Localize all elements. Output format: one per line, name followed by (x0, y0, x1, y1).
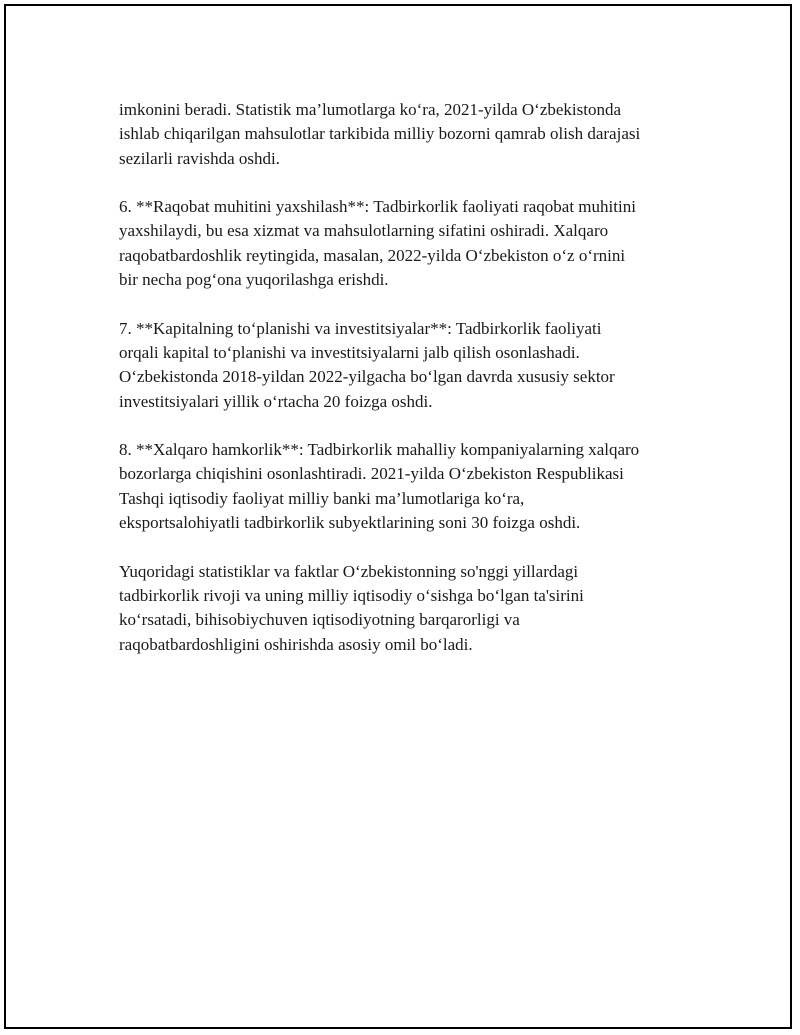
text-line: 7. **Kapitalning to‘planishi va investitsiyalar**: Tadbirkorlik faoliyati (119, 318, 602, 338)
paragraph-conclusion (119, 560, 709, 657)
text-line: raqobatbardoshligini oshirishda asosiy omil bo‘ladi. (119, 634, 473, 654)
text-line: 8. **Xalqaro hamkorlik**: Tadbirkorlik mahalliy kompaniyalarning xalqaro (119, 440, 640, 460)
paragraph-item-8 (119, 438, 709, 535)
paragraph-item-6 (119, 195, 709, 292)
page-frame (4, 4, 792, 1029)
text-line: ko‘rsatadi, bihisobiychuven iqtisodiyotning barqarorligi va (119, 610, 520, 630)
text-line: 6. **Raqobat muhitini yaxshilash**: Tadbirkorlik faoliyati raqobat muhitini (119, 197, 636, 217)
text-line: orqali kapital to‘planishi va investitsiyalarni jalb qilish osonlashadi. (119, 342, 580, 362)
paragraph-item-7 (119, 317, 709, 414)
text-line: Tashqi iqtisodiy faoliyat milliy banki ma’lumotlariga ko‘ra, (119, 488, 525, 508)
text-line: sezilarli ravishda oshdi. (119, 148, 280, 168)
paragraph-continuation (119, 98, 709, 171)
text-line: bozorlarga chiqishini osonlashtiradi. 2021-yilda O‘zbekiston Respublikasi (119, 464, 624, 484)
text-line: raqobatbardoshlik reytingida, masalan, 2022-yilda O‘zbekiston o‘z o‘rnini (119, 245, 626, 265)
text-line: ishlab chiqarilgan mahsulotlar tarkibida milliy bozorni qamrab olish darajasi (119, 124, 641, 144)
text-line: Yuqoridagi statistiklar va faktlar O‘zbekistonning so'nggi yillardagi (119, 561, 579, 581)
text-line: yaxshilaydi, bu esa xizmat va mahsulotlarning sifatini oshiradi. Xalqaro (119, 221, 609, 241)
text-line: O‘zbekistonda 2018-yildan 2022-yilgacha bo‘lgan davrda xususiy sektor (119, 367, 615, 387)
text-line: imkonini beradi. Statistik ma’lumotlarga ko‘ra, 2021-yilda O‘zbekistonda (119, 100, 622, 119)
document-body (119, 98, 709, 681)
text-line: bir necha pog‘ona yuqorilashga erishdi. (119, 270, 389, 290)
text-line: eksportsalohiyatli tadbirkorlik subyektlarining soni 30 foizga oshdi. (119, 513, 581, 533)
text-line: investitsiyalari yillik o‘rtacha 20 foizga oshdi. (119, 391, 433, 411)
text-line: tadbirkorlik rivoji va uning milliy iqtisodiy o‘sishga bo‘lgan ta'sirini (119, 585, 584, 605)
